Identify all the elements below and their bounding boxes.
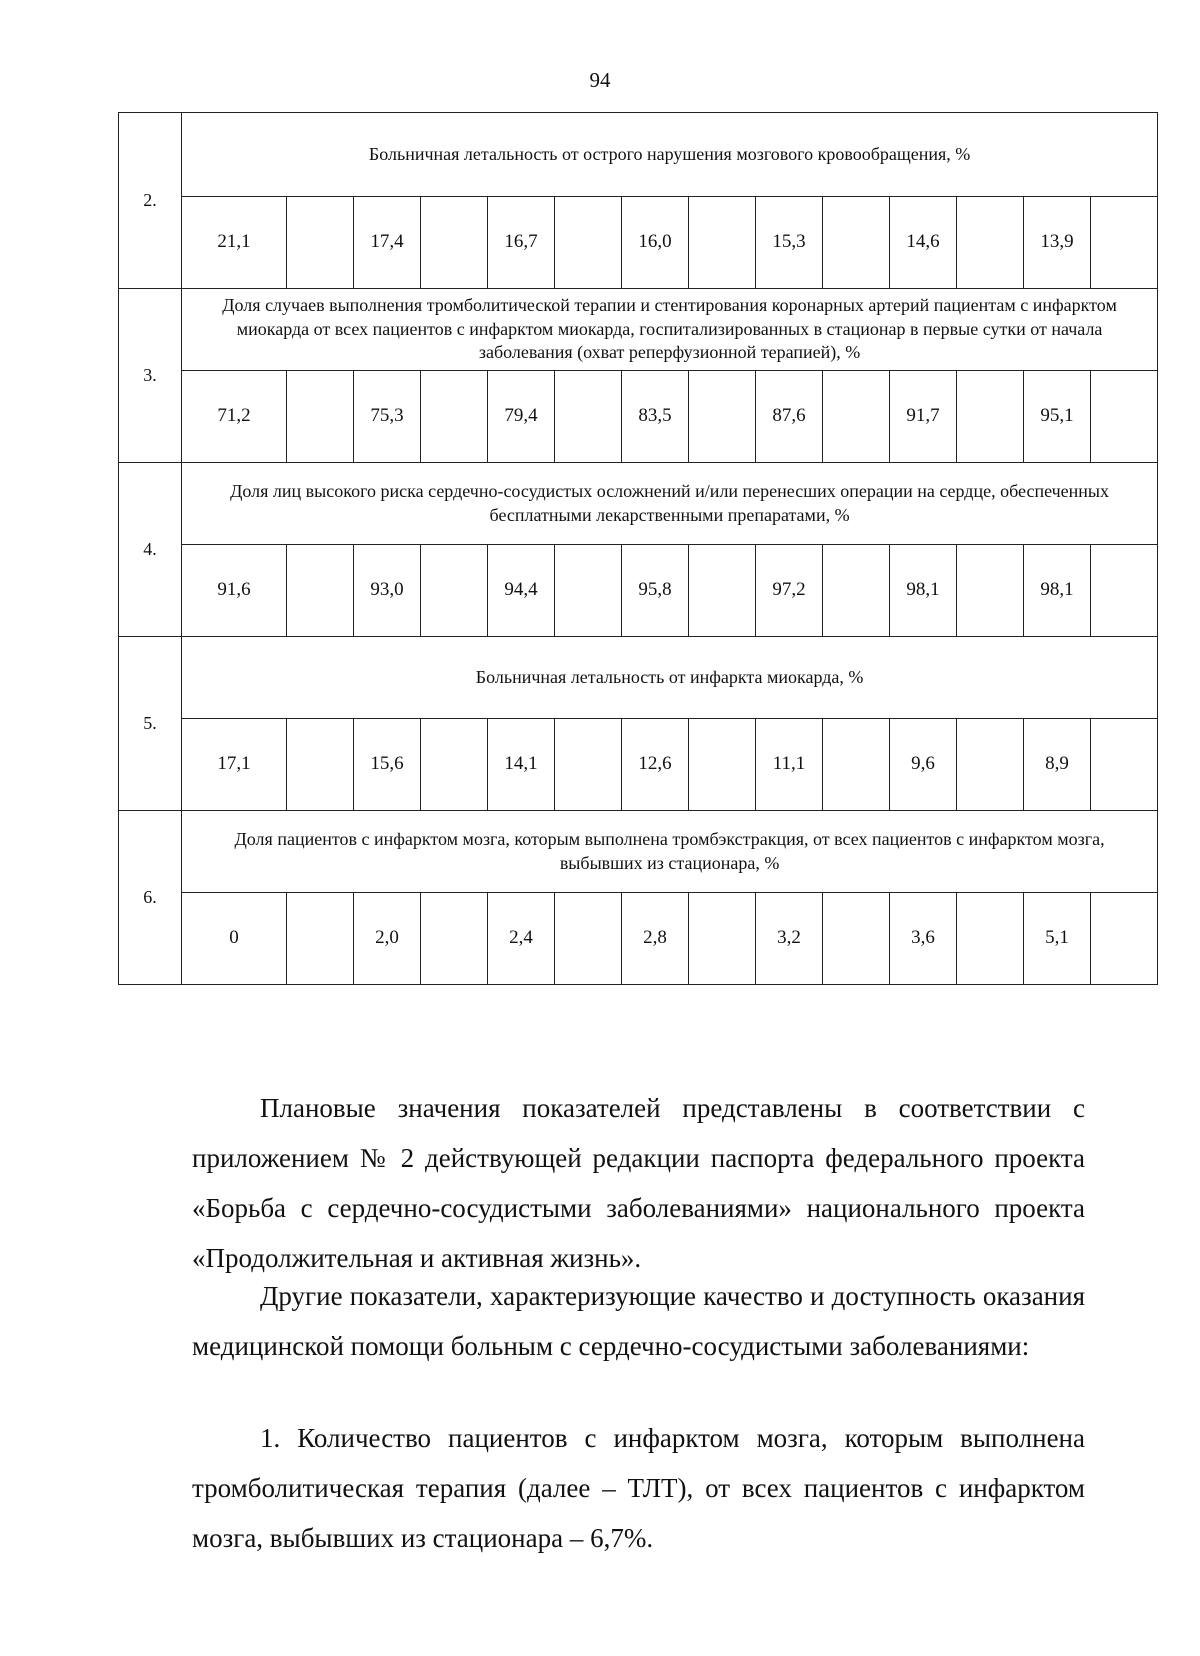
indicator-value: 94,4 bbox=[488, 545, 555, 637]
empty-cell bbox=[1091, 545, 1158, 637]
indicator-title-row bbox=[119, 289, 1158, 371]
empty-cell bbox=[1091, 197, 1158, 289]
empty-cell bbox=[1091, 719, 1158, 811]
indicator-value: 95,8 bbox=[622, 545, 689, 637]
indicator-title: Доля пациентов с инфарктом мозга, которым выполнена тромбэкстракция, от всех пациентов с инфарктом мозга, выбывших из стационара, % bbox=[182, 811, 1158, 893]
indicator-value: 15,6 bbox=[354, 719, 421, 811]
indicator-title: Доля случаев выполнения тромболитической терапии и стентирования коронарных артерий пациентам с инфарктом миокарда от всех пациентов с инфарктом миокарда, госпитализированных в стационар в первые сутки от начала заболевания (охват реперфузионной терапией), % bbox=[182, 289, 1158, 371]
empty-cell bbox=[957, 371, 1024, 463]
empty-cell bbox=[823, 719, 890, 811]
indicator-value: 8,9 bbox=[1024, 719, 1091, 811]
empty-cell bbox=[421, 719, 488, 811]
indicator-value: 95,1 bbox=[1024, 371, 1091, 463]
indicator-value: 91,6 bbox=[182, 545, 287, 637]
indicator-value: 71,2 bbox=[182, 371, 287, 463]
page-number: 94 bbox=[589, 68, 611, 92]
indicator-value: 91,7 bbox=[890, 371, 957, 463]
indicator-value: 14,1 bbox=[488, 719, 555, 811]
empty-cell bbox=[287, 893, 354, 985]
indicator-value: 2,0 bbox=[354, 893, 421, 985]
paragraph-text: Плановые значения показателей представлены в соответствии с приложением № 2 действующей редакции паспорта федерального проекта «Борьба с сердечно-сосудистыми заболеваниями» национального проекта «Продолжительная и активная жизнь». bbox=[192, 1093, 1085, 1273]
indicator-value: 97,2 bbox=[756, 545, 823, 637]
indicator-value: 12,6 bbox=[622, 719, 689, 811]
indicator-values-row bbox=[119, 893, 1158, 985]
indicator-table bbox=[118, 112, 1158, 985]
indicator-value: 0 bbox=[182, 893, 287, 985]
indicator-value: 15,3 bbox=[756, 197, 823, 289]
indicator-value: 17,4 bbox=[354, 197, 421, 289]
indicator-value: 3,2 bbox=[756, 893, 823, 985]
indicator-values-row bbox=[119, 371, 1158, 463]
paragraph-other-indicators bbox=[192, 1271, 1085, 1371]
empty-cell bbox=[421, 545, 488, 637]
empty-cell bbox=[555, 545, 622, 637]
indicator-title: Доля лиц высокого риска сердечно-сосудистых осложнений и/или перенесших операции на сердце, обеспеченных бесплатными лекарственными препаратами, % bbox=[182, 463, 1158, 545]
indicator-title: Больничная летальность от инфаркта миокарда, % bbox=[182, 637, 1158, 719]
empty-cell bbox=[287, 197, 354, 289]
indicator-title-row bbox=[119, 637, 1158, 719]
empty-cell bbox=[823, 545, 890, 637]
indicator-value: 17,1 bbox=[182, 719, 287, 811]
empty-cell bbox=[421, 371, 488, 463]
indicator-value: 93,0 bbox=[354, 545, 421, 637]
empty-cell bbox=[555, 719, 622, 811]
empty-cell bbox=[957, 893, 1024, 985]
indicator-number: 3. bbox=[119, 289, 182, 463]
indicator-value: 16,7 bbox=[488, 197, 555, 289]
empty-cell bbox=[823, 197, 890, 289]
empty-cell bbox=[957, 545, 1024, 637]
empty-cell bbox=[421, 197, 488, 289]
indicator-value: 21,1 bbox=[182, 197, 287, 289]
indicator-title: Больничная летальность от острого нарушения мозгового кровообращения, % bbox=[182, 113, 1158, 197]
indicator-number: 4. bbox=[119, 463, 182, 637]
indicator-value: 5,1 bbox=[1024, 893, 1091, 985]
indicator-value: 83,5 bbox=[622, 371, 689, 463]
indicator-values-row bbox=[119, 719, 1158, 811]
indicator-values-row bbox=[119, 545, 1158, 637]
empty-cell bbox=[957, 197, 1024, 289]
indicator-value: 79,4 bbox=[488, 371, 555, 463]
paragraph-plan-values bbox=[192, 1083, 1085, 1283]
indicator-values-row bbox=[119, 197, 1158, 289]
indicator-number: 6. bbox=[119, 811, 182, 985]
empty-cell bbox=[823, 893, 890, 985]
empty-cell bbox=[823, 371, 890, 463]
empty-cell bbox=[555, 893, 622, 985]
paragraph-text: 1. Количество пациентов с инфарктом мозга, которым выполнена тромболитическая терапия (далее – ТЛТ), от всех пациентов с инфарктом мозга, выбывших из стационара – 6,7%. bbox=[192, 1423, 1085, 1553]
indicator-value: 9,6 bbox=[890, 719, 957, 811]
table-body bbox=[119, 113, 1158, 985]
indicator-value: 11,1 bbox=[756, 719, 823, 811]
indicator-value: 98,1 bbox=[1024, 545, 1091, 637]
indicator-value: 13,9 bbox=[1024, 197, 1091, 289]
empty-cell bbox=[287, 545, 354, 637]
empty-cell bbox=[421, 893, 488, 985]
empty-cell bbox=[689, 545, 756, 637]
indicator-value: 98,1 bbox=[890, 545, 957, 637]
indicator-value: 87,6 bbox=[756, 371, 823, 463]
indicator-value: 2,8 bbox=[622, 893, 689, 985]
indicator-value: 14,6 bbox=[890, 197, 957, 289]
empty-cell bbox=[555, 197, 622, 289]
empty-cell bbox=[689, 719, 756, 811]
empty-cell bbox=[689, 371, 756, 463]
indicator-number: 2. bbox=[119, 113, 182, 289]
indicator-value: 3,6 bbox=[890, 893, 957, 985]
paragraph-text: Другие показатели, характеризующие качество и доступность оказания медицинской помощи больным с сердечно-сосудистыми заболеваниями: bbox=[192, 1281, 1085, 1361]
empty-cell bbox=[689, 197, 756, 289]
indicator-title-row bbox=[119, 113, 1158, 197]
empty-cell bbox=[1091, 893, 1158, 985]
indicator-value: 75,3 bbox=[354, 371, 421, 463]
indicator-value: 16,0 bbox=[622, 197, 689, 289]
empty-cell bbox=[689, 893, 756, 985]
empty-cell bbox=[957, 719, 1024, 811]
indicator-value: 2,4 bbox=[488, 893, 555, 985]
indicator-title-row bbox=[119, 463, 1158, 545]
empty-cell bbox=[555, 371, 622, 463]
paragraph-tlt-count bbox=[192, 1413, 1085, 1563]
empty-cell bbox=[1091, 371, 1158, 463]
empty-cell bbox=[287, 371, 354, 463]
empty-cell bbox=[287, 719, 354, 811]
indicator-number: 5. bbox=[119, 637, 182, 811]
indicator-title-row bbox=[119, 811, 1158, 893]
